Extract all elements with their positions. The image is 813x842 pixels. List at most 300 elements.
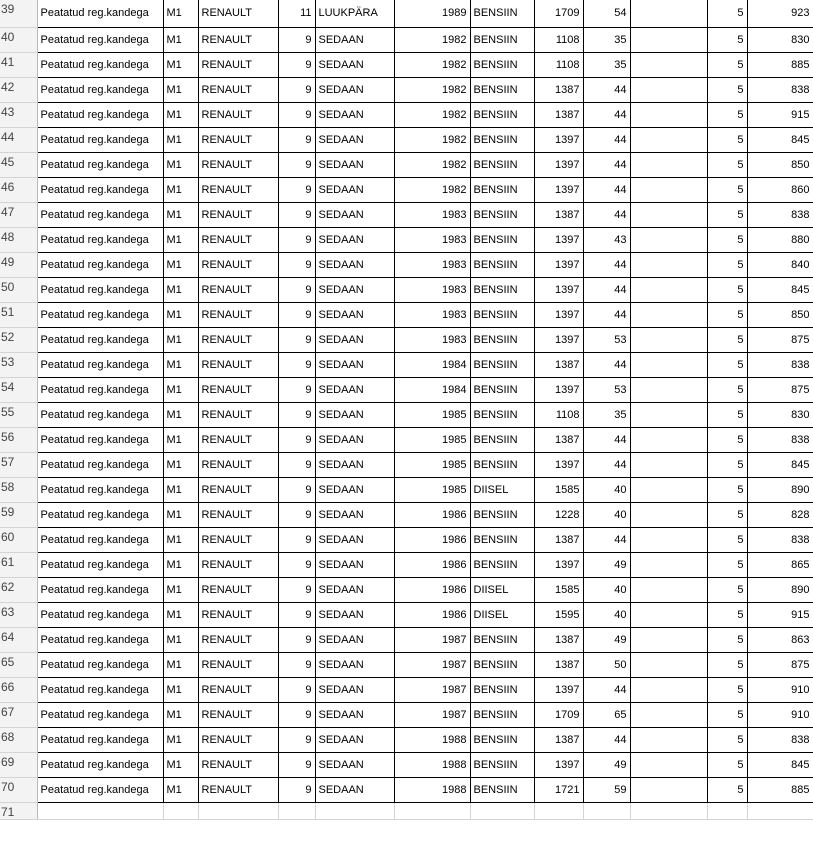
cell-engine-cc[interactable]: 1387 xyxy=(534,527,583,552)
cell-make[interactable]: RENAULT xyxy=(198,527,278,552)
cell-model[interactable]: 9 xyxy=(278,227,315,252)
cell-category[interactable]: M1 xyxy=(163,177,198,202)
cell-engine-cc[interactable]: 1721 xyxy=(534,777,583,802)
cell-year[interactable]: 1982 xyxy=(394,177,470,202)
empty-cell[interactable] xyxy=(163,802,198,819)
cell-year[interactable]: 1985 xyxy=(394,452,470,477)
empty-cell[interactable] xyxy=(583,802,630,819)
cell-mass[interactable]: 880 xyxy=(747,227,813,252)
cell-power-kw[interactable]: 44 xyxy=(583,427,630,452)
cell-status[interactable]: Peatatud reg.kandega xyxy=(37,152,163,177)
row-header[interactable]: 63 xyxy=(0,602,37,627)
cell-body-type[interactable]: SEDAAN xyxy=(315,702,394,727)
cell-year[interactable]: 1986 xyxy=(394,527,470,552)
cell-empty-col[interactable] xyxy=(630,427,707,452)
cell-model[interactable]: 9 xyxy=(278,677,315,702)
cell-body-type[interactable]: SEDAAN xyxy=(315,352,394,377)
cell-make[interactable]: RENAULT xyxy=(198,302,278,327)
cell-category[interactable]: M1 xyxy=(163,352,198,377)
empty-cell[interactable] xyxy=(278,802,315,819)
cell-fuel[interactable]: BENSIIN xyxy=(470,402,534,427)
cell-year[interactable]: 1988 xyxy=(394,727,470,752)
cell-engine-cc[interactable]: 1397 xyxy=(534,327,583,352)
cell-power-kw[interactable]: 44 xyxy=(583,102,630,127)
row-header[interactable]: 44 xyxy=(0,127,37,152)
cell-mass[interactable]: 875 xyxy=(747,652,813,677)
cell-mass[interactable]: 890 xyxy=(747,577,813,602)
cell-year[interactable]: 1987 xyxy=(394,627,470,652)
cell-power-kw[interactable]: 59 xyxy=(583,777,630,802)
cell-engine-cc[interactable]: 1397 xyxy=(534,377,583,402)
row-header[interactable]: 52 xyxy=(0,327,37,352)
empty-cell[interactable] xyxy=(315,802,394,819)
cell-fuel[interactable]: BENSIIN xyxy=(470,527,534,552)
cell-seats[interactable]: 5 xyxy=(707,627,747,652)
cell-year[interactable]: 1982 xyxy=(394,52,470,77)
cell-mass[interactable]: 910 xyxy=(747,702,813,727)
cell-category[interactable]: M1 xyxy=(163,427,198,452)
cell-empty-col[interactable] xyxy=(630,552,707,577)
cell-year[interactable]: 1985 xyxy=(394,477,470,502)
cell-power-kw[interactable]: 44 xyxy=(583,452,630,477)
cell-mass[interactable]: 838 xyxy=(747,427,813,452)
cell-engine-cc[interactable]: 1397 xyxy=(534,752,583,777)
cell-power-kw[interactable]: 40 xyxy=(583,502,630,527)
cell-mass[interactable]: 830 xyxy=(747,402,813,427)
cell-year[interactable]: 1984 xyxy=(394,352,470,377)
cell-make[interactable]: RENAULT xyxy=(198,227,278,252)
cell-mass[interactable]: 850 xyxy=(747,152,813,177)
cell-category[interactable]: M1 xyxy=(163,327,198,352)
cell-status[interactable]: Peatatud reg.kandega xyxy=(37,452,163,477)
cell-seats[interactable]: 5 xyxy=(707,727,747,752)
cell-seats[interactable]: 5 xyxy=(707,377,747,402)
cell-body-type[interactable]: SEDAAN xyxy=(315,302,394,327)
cell-seats[interactable]: 5 xyxy=(707,752,747,777)
cell-seats[interactable]: 5 xyxy=(707,227,747,252)
cell-engine-cc[interactable]: 1108 xyxy=(534,52,583,77)
cell-model[interactable]: 9 xyxy=(278,452,315,477)
cell-category[interactable]: M1 xyxy=(163,77,198,102)
cell-model[interactable]: 9 xyxy=(278,377,315,402)
cell-category[interactable]: M1 xyxy=(163,377,198,402)
cell-mass[interactable]: 890 xyxy=(747,477,813,502)
empty-cell[interactable] xyxy=(37,802,163,819)
cell-model[interactable]: 9 xyxy=(278,752,315,777)
cell-empty-col[interactable] xyxy=(630,752,707,777)
empty-cell[interactable] xyxy=(630,802,707,819)
cell-seats[interactable]: 5 xyxy=(707,252,747,277)
cell-fuel[interactable]: BENSIIN xyxy=(470,727,534,752)
cell-body-type[interactable]: SEDAAN xyxy=(315,177,394,202)
cell-fuel[interactable]: BENSIIN xyxy=(470,202,534,227)
cell-make[interactable]: RENAULT xyxy=(198,27,278,52)
cell-year[interactable]: 1986 xyxy=(394,502,470,527)
cell-year[interactable]: 1986 xyxy=(394,602,470,627)
cell-mass[interactable]: 865 xyxy=(747,552,813,577)
cell-make[interactable]: RENAULT xyxy=(198,752,278,777)
cell-status[interactable]: Peatatud reg.kandega xyxy=(37,127,163,152)
cell-seats[interactable]: 5 xyxy=(707,352,747,377)
cell-empty-col[interactable] xyxy=(630,477,707,502)
cell-empty-col[interactable] xyxy=(630,152,707,177)
cell-seats[interactable]: 5 xyxy=(707,427,747,452)
cell-mass[interactable]: 838 xyxy=(747,77,813,102)
cell-fuel[interactable]: BENSIIN xyxy=(470,0,534,27)
cell-seats[interactable]: 5 xyxy=(707,502,747,527)
cell-status[interactable]: Peatatud reg.kandega xyxy=(37,527,163,552)
cell-make[interactable]: RENAULT xyxy=(198,152,278,177)
cell-power-kw[interactable]: 40 xyxy=(583,477,630,502)
cell-model[interactable]: 9 xyxy=(278,777,315,802)
row-header[interactable]: 41 xyxy=(0,52,37,77)
cell-year[interactable]: 1985 xyxy=(394,427,470,452)
cell-power-kw[interactable]: 44 xyxy=(583,252,630,277)
cell-make[interactable]: RENAULT xyxy=(198,327,278,352)
cell-seats[interactable]: 5 xyxy=(707,777,747,802)
cell-year[interactable]: 1986 xyxy=(394,577,470,602)
row-header[interactable]: 45 xyxy=(0,152,37,177)
row-header[interactable]: 39 xyxy=(0,0,37,27)
cell-make[interactable]: RENAULT xyxy=(198,477,278,502)
cell-model[interactable]: 9 xyxy=(278,577,315,602)
cell-mass[interactable]: 840 xyxy=(747,252,813,277)
cell-mass[interactable]: 910 xyxy=(747,677,813,702)
empty-cell[interactable] xyxy=(534,802,583,819)
cell-body-type[interactable]: SEDAAN xyxy=(315,102,394,127)
cell-empty-col[interactable] xyxy=(630,202,707,227)
cell-engine-cc[interactable]: 1595 xyxy=(534,602,583,627)
cell-status[interactable]: Peatatud reg.kandega xyxy=(37,727,163,752)
cell-make[interactable]: RENAULT xyxy=(198,102,278,127)
cell-body-type[interactable]: SEDAAN xyxy=(315,327,394,352)
cell-year[interactable]: 1987 xyxy=(394,677,470,702)
cell-body-type[interactable]: SEDAAN xyxy=(315,652,394,677)
cell-fuel[interactable]: BENSIIN xyxy=(470,152,534,177)
cell-status[interactable]: Peatatud reg.kandega xyxy=(37,52,163,77)
row-header[interactable]: 54 xyxy=(0,377,37,402)
cell-mass[interactable]: 850 xyxy=(747,302,813,327)
cell-empty-col[interactable] xyxy=(630,0,707,27)
cell-model[interactable]: 9 xyxy=(278,202,315,227)
cell-fuel[interactable]: BENSIIN xyxy=(470,77,534,102)
cell-fuel[interactable]: BENSIIN xyxy=(470,227,534,252)
row-header[interactable]: 65 xyxy=(0,652,37,677)
cell-empty-col[interactable] xyxy=(630,102,707,127)
row-header[interactable]: 48 xyxy=(0,227,37,252)
cell-engine-cc[interactable]: 1397 xyxy=(534,552,583,577)
cell-power-kw[interactable]: 53 xyxy=(583,327,630,352)
cell-empty-col[interactable] xyxy=(630,777,707,802)
cell-body-type[interactable]: SEDAAN xyxy=(315,602,394,627)
cell-fuel[interactable]: BENSIIN xyxy=(470,127,534,152)
row-header[interactable]: 40 xyxy=(0,27,37,52)
cell-seats[interactable]: 5 xyxy=(707,652,747,677)
row-header[interactable]: 53 xyxy=(0,352,37,377)
cell-model[interactable]: 9 xyxy=(278,252,315,277)
cell-year[interactable]: 1983 xyxy=(394,252,470,277)
cell-engine-cc[interactable]: 1108 xyxy=(534,27,583,52)
cell-model[interactable]: 9 xyxy=(278,102,315,127)
cell-mass[interactable]: 828 xyxy=(747,502,813,527)
cell-status[interactable]: Peatatud reg.kandega xyxy=(37,352,163,377)
cell-empty-col[interactable] xyxy=(630,402,707,427)
cell-body-type[interactable]: SEDAAN xyxy=(315,427,394,452)
cell-mass[interactable]: 845 xyxy=(747,452,813,477)
cell-power-kw[interactable]: 44 xyxy=(583,77,630,102)
cell-engine-cc[interactable]: 1585 xyxy=(534,477,583,502)
cell-empty-col[interactable] xyxy=(630,452,707,477)
cell-empty-col[interactable] xyxy=(630,502,707,527)
cell-status[interactable]: Peatatud reg.kandega xyxy=(37,302,163,327)
cell-seats[interactable]: 5 xyxy=(707,102,747,127)
cell-year[interactable]: 1982 xyxy=(394,77,470,102)
cell-model[interactable]: 9 xyxy=(278,127,315,152)
cell-year[interactable]: 1982 xyxy=(394,127,470,152)
cell-seats[interactable]: 5 xyxy=(707,27,747,52)
cell-make[interactable]: RENAULT xyxy=(198,552,278,577)
cell-year[interactable]: 1982 xyxy=(394,27,470,52)
cell-make[interactable]: RENAULT xyxy=(198,377,278,402)
cell-body-type[interactable]: SEDAAN xyxy=(315,452,394,477)
cell-model[interactable]: 9 xyxy=(278,177,315,202)
cell-engine-cc[interactable]: 1387 xyxy=(534,727,583,752)
cell-model[interactable]: 9 xyxy=(278,627,315,652)
cell-model[interactable]: 9 xyxy=(278,552,315,577)
cell-engine-cc[interactable]: 1228 xyxy=(534,502,583,527)
empty-cell[interactable] xyxy=(394,802,470,819)
cell-seats[interactable]: 5 xyxy=(707,527,747,552)
cell-status[interactable]: Peatatud reg.kandega xyxy=(37,202,163,227)
cell-power-kw[interactable]: 40 xyxy=(583,602,630,627)
cell-model[interactable]: 11 xyxy=(278,0,315,27)
row-header[interactable]: 50 xyxy=(0,277,37,302)
cell-mass[interactable]: 845 xyxy=(747,752,813,777)
cell-power-kw[interactable]: 50 xyxy=(583,652,630,677)
cell-year[interactable]: 1989 xyxy=(394,0,470,27)
cell-body-type[interactable]: SEDAAN xyxy=(315,152,394,177)
cell-category[interactable]: M1 xyxy=(163,452,198,477)
cell-make[interactable]: RENAULT xyxy=(198,402,278,427)
cell-year[interactable]: 1982 xyxy=(394,152,470,177)
cell-model[interactable]: 9 xyxy=(278,602,315,627)
cell-empty-col[interactable] xyxy=(630,252,707,277)
cell-make[interactable]: RENAULT xyxy=(198,627,278,652)
cell-status[interactable]: Peatatud reg.kandega xyxy=(37,377,163,402)
cell-body-type[interactable]: SEDAAN xyxy=(315,677,394,702)
cell-body-type[interactable]: SEDAAN xyxy=(315,252,394,277)
row-header[interactable]: 71 xyxy=(0,802,37,819)
cell-empty-col[interactable] xyxy=(630,377,707,402)
cell-model[interactable]: 9 xyxy=(278,477,315,502)
cell-make[interactable]: RENAULT xyxy=(198,602,278,627)
cell-make[interactable]: RENAULT xyxy=(198,427,278,452)
cell-mass[interactable]: 838 xyxy=(747,527,813,552)
cell-model[interactable]: 9 xyxy=(278,52,315,77)
cell-make[interactable]: RENAULT xyxy=(198,77,278,102)
row-header[interactable]: 59 xyxy=(0,502,37,527)
cell-body-type[interactable]: SEDAAN xyxy=(315,577,394,602)
cell-body-type[interactable]: LUUKPÄRA xyxy=(315,0,394,27)
cell-category[interactable]: M1 xyxy=(163,627,198,652)
cell-category[interactable]: M1 xyxy=(163,127,198,152)
empty-cell[interactable] xyxy=(470,802,534,819)
cell-seats[interactable]: 5 xyxy=(707,477,747,502)
cell-year[interactable]: 1982 xyxy=(394,102,470,127)
cell-body-type[interactable]: SEDAAN xyxy=(315,277,394,302)
cell-empty-col[interactable] xyxy=(630,327,707,352)
cell-category[interactable]: M1 xyxy=(163,602,198,627)
cell-fuel[interactable]: BENSIIN xyxy=(470,502,534,527)
cell-seats[interactable]: 5 xyxy=(707,77,747,102)
cell-make[interactable]: RENAULT xyxy=(198,0,278,27)
cell-make[interactable]: RENAULT xyxy=(198,677,278,702)
cell-model[interactable]: 9 xyxy=(278,77,315,102)
row-header[interactable]: 47 xyxy=(0,202,37,227)
cell-year[interactable]: 1987 xyxy=(394,702,470,727)
cell-power-kw[interactable]: 44 xyxy=(583,177,630,202)
cell-engine-cc[interactable]: 1397 xyxy=(534,277,583,302)
cell-seats[interactable]: 5 xyxy=(707,127,747,152)
cell-engine-cc[interactable]: 1709 xyxy=(534,702,583,727)
cell-status[interactable]: Peatatud reg.kandega xyxy=(37,552,163,577)
cell-power-kw[interactable]: 35 xyxy=(583,27,630,52)
cell-engine-cc[interactable]: 1397 xyxy=(534,127,583,152)
cell-seats[interactable]: 5 xyxy=(707,152,747,177)
cell-engine-cc[interactable]: 1387 xyxy=(534,627,583,652)
row-header[interactable]: 66 xyxy=(0,677,37,702)
cell-engine-cc[interactable]: 1709 xyxy=(534,0,583,27)
cell-engine-cc[interactable]: 1387 xyxy=(534,202,583,227)
cell-status[interactable]: Peatatud reg.kandega xyxy=(37,577,163,602)
cell-fuel[interactable]: BENSIIN xyxy=(470,102,534,127)
cell-body-type[interactable]: SEDAAN xyxy=(315,127,394,152)
cell-seats[interactable]: 5 xyxy=(707,677,747,702)
cell-seats[interactable]: 5 xyxy=(707,52,747,77)
cell-status[interactable]: Peatatud reg.kandega xyxy=(37,252,163,277)
cell-make[interactable]: RENAULT xyxy=(198,727,278,752)
cell-model[interactable]: 9 xyxy=(278,352,315,377)
cell-category[interactable]: M1 xyxy=(163,477,198,502)
cell-mass[interactable]: 885 xyxy=(747,52,813,77)
cell-make[interactable]: RENAULT xyxy=(198,777,278,802)
cell-power-kw[interactable]: 43 xyxy=(583,227,630,252)
cell-engine-cc[interactable]: 1387 xyxy=(534,352,583,377)
row-header[interactable]: 57 xyxy=(0,452,37,477)
row-header[interactable]: 42 xyxy=(0,77,37,102)
cell-status[interactable]: Peatatud reg.kandega xyxy=(37,402,163,427)
cell-model[interactable]: 9 xyxy=(278,27,315,52)
cell-mass[interactable]: 838 xyxy=(747,727,813,752)
cell-mass[interactable]: 860 xyxy=(747,177,813,202)
cell-fuel[interactable]: BENSIIN xyxy=(470,627,534,652)
row-header[interactable]: 43 xyxy=(0,102,37,127)
cell-seats[interactable]: 5 xyxy=(707,452,747,477)
cell-make[interactable]: RENAULT xyxy=(198,252,278,277)
cell-make[interactable]: RENAULT xyxy=(198,52,278,77)
cell-mass[interactable]: 875 xyxy=(747,327,813,352)
cell-category[interactable]: M1 xyxy=(163,502,198,527)
cell-fuel[interactable]: BENSIIN xyxy=(470,327,534,352)
row-header[interactable]: 68 xyxy=(0,727,37,752)
cell-empty-col[interactable] xyxy=(630,52,707,77)
cell-mass[interactable]: 863 xyxy=(747,627,813,652)
cell-year[interactable]: 1983 xyxy=(394,327,470,352)
cell-model[interactable]: 9 xyxy=(278,152,315,177)
cell-empty-col[interactable] xyxy=(630,527,707,552)
row-header[interactable]: 46 xyxy=(0,177,37,202)
cell-body-type[interactable]: SEDAAN xyxy=(315,627,394,652)
row-header[interactable]: 51 xyxy=(0,302,37,327)
cell-make[interactable]: RENAULT xyxy=(198,702,278,727)
cell-category[interactable]: M1 xyxy=(163,527,198,552)
cell-fuel[interactable]: DIISEL xyxy=(470,577,534,602)
cell-mass[interactable]: 915 xyxy=(747,102,813,127)
cell-status[interactable]: Peatatud reg.kandega xyxy=(37,602,163,627)
cell-fuel[interactable]: BENSIIN xyxy=(470,377,534,402)
cell-body-type[interactable]: SEDAAN xyxy=(315,777,394,802)
cell-status[interactable]: Peatatud reg.kandega xyxy=(37,27,163,52)
cell-body-type[interactable]: SEDAAN xyxy=(315,477,394,502)
cell-status[interactable]: Peatatud reg.kandega xyxy=(37,177,163,202)
cell-empty-col[interactable] xyxy=(630,727,707,752)
cell-engine-cc[interactable]: 1397 xyxy=(534,452,583,477)
cell-year[interactable]: 1983 xyxy=(394,302,470,327)
cell-category[interactable]: M1 xyxy=(163,552,198,577)
cell-seats[interactable]: 5 xyxy=(707,577,747,602)
cell-status[interactable]: Peatatud reg.kandega xyxy=(37,752,163,777)
cell-model[interactable]: 9 xyxy=(278,502,315,527)
cell-power-kw[interactable]: 54 xyxy=(583,0,630,27)
cell-make[interactable]: RENAULT xyxy=(198,502,278,527)
row-header[interactable]: 67 xyxy=(0,702,37,727)
empty-cell[interactable] xyxy=(198,802,278,819)
cell-fuel[interactable]: BENSIIN xyxy=(470,277,534,302)
cell-empty-col[interactable] xyxy=(630,27,707,52)
cell-status[interactable]: Peatatud reg.kandega xyxy=(37,677,163,702)
cell-body-type[interactable]: SEDAAN xyxy=(315,202,394,227)
cell-power-kw[interactable]: 44 xyxy=(583,277,630,302)
cell-engine-cc[interactable]: 1387 xyxy=(534,427,583,452)
cell-body-type[interactable]: SEDAAN xyxy=(315,552,394,577)
cell-body-type[interactable]: SEDAAN xyxy=(315,52,394,77)
cell-mass[interactable]: 838 xyxy=(747,202,813,227)
cell-power-kw[interactable]: 44 xyxy=(583,202,630,227)
cell-empty-col[interactable] xyxy=(630,627,707,652)
cell-category[interactable]: M1 xyxy=(163,302,198,327)
cell-empty-col[interactable] xyxy=(630,577,707,602)
cell-mass[interactable]: 830 xyxy=(747,27,813,52)
cell-status[interactable]: Peatatud reg.kandega xyxy=(37,777,163,802)
cell-fuel[interactable]: BENSIIN xyxy=(470,702,534,727)
cell-year[interactable]: 1983 xyxy=(394,277,470,302)
cell-fuel[interactable]: BENSIIN xyxy=(470,652,534,677)
cell-power-kw[interactable]: 40 xyxy=(583,577,630,602)
cell-seats[interactable]: 5 xyxy=(707,327,747,352)
cell-seats[interactable]: 5 xyxy=(707,552,747,577)
row-header[interactable]: 49 xyxy=(0,252,37,277)
cell-status[interactable]: Peatatud reg.kandega xyxy=(37,227,163,252)
row-header[interactable]: 56 xyxy=(0,427,37,452)
cell-power-kw[interactable]: 49 xyxy=(583,752,630,777)
cell-category[interactable]: M1 xyxy=(163,677,198,702)
row-header[interactable]: 62 xyxy=(0,577,37,602)
cell-empty-col[interactable] xyxy=(630,677,707,702)
cell-category[interactable]: M1 xyxy=(163,152,198,177)
row-header[interactable]: 64 xyxy=(0,627,37,652)
cell-body-type[interactable]: SEDAAN xyxy=(315,377,394,402)
cell-power-kw[interactable]: 44 xyxy=(583,352,630,377)
